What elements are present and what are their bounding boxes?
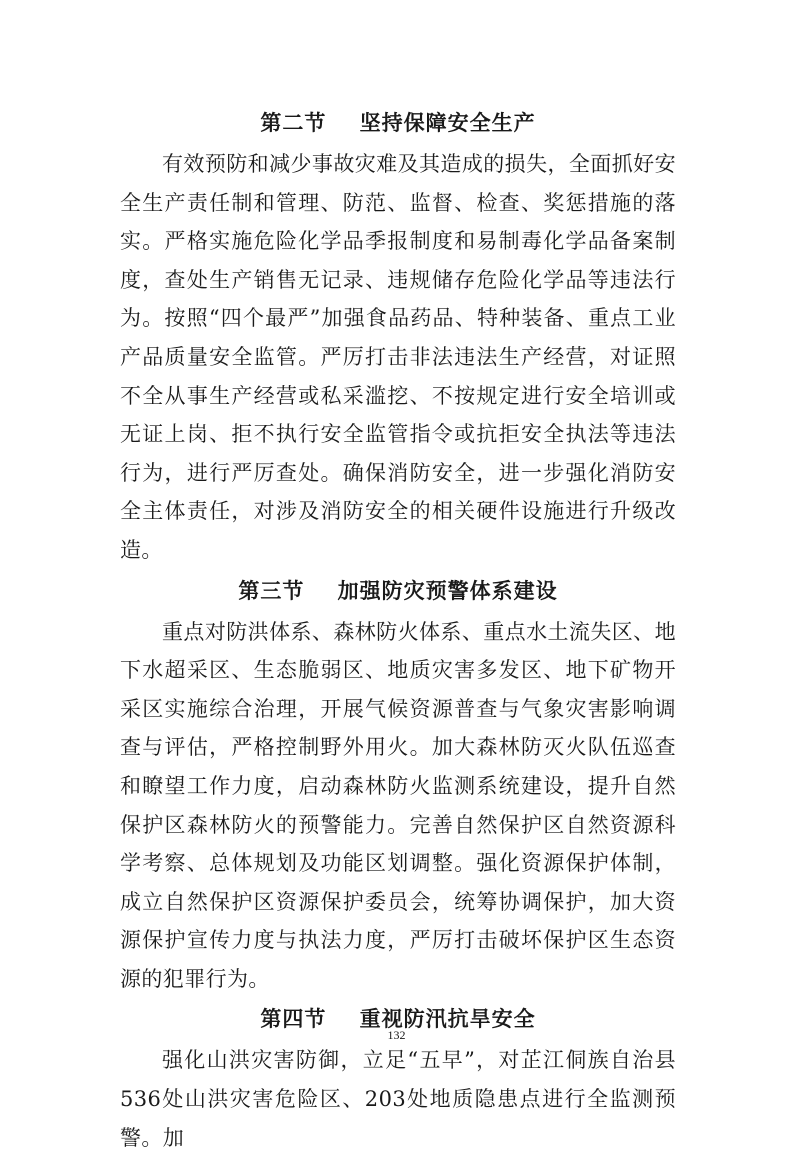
- section-heading-2: 第二节 坚持保障安全生产: [260, 111, 536, 135]
- section-paragraph-2: 有效预防和减少事故灾难及其造成的损失，全面抓好安全生产责任制和管理、防范、监督、检查、奖惩措施的落实。严格实施危险化学品季报制度和易制毒化学品备案制度，查处生产销售无记录、违规储存危险化学品等违法行为。按照“四个最严”加强食品药品、特种装备、重点工业产品质量安全监管。严厉打击非法违法生产经营，对证照不全从事生产经营或私采滥挖、不按规定进行安全培训或无证上岗、拒不执行安全监管指令或抗拒安全执法等违法行为，进行严厉查处。确保消防安全，进一步强化消防安全主体责任，对涉及消防安全的相关硬件设施进行升级改造。: [120, 152, 676, 562]
- section-heading-3: 第三节 加强防灾预警体系建设: [238, 578, 558, 603]
- section-heading-4: 第四节 重视防汛抗旱安全: [260, 1007, 536, 1032]
- section-paragraph-3: 重点对防洪体系、森林防火体系、重点水土流失区、地下水超采区、生态脆弱区、地质灾害多发区、地下矿物开采区实施综合治理，开展气候资源普查与气象灾害影响调查与评估，严格控制野外用火。加大森林防灭火队伍巡查和瞭望工作力度，启动森林防火监测系统建设，提升自然保护区森林防火的预警能力。完善自然保护区自然资源科学考察、总体规划及功能区划调整。强化资源保护体制，成立自然保护区资源保护委员会，统筹协调保护，加大资源保护宣传力度与执法力度，严厉打击破坏保护区生态资源的犯罪行为。: [120, 619, 676, 991]
- document-page: [120, 102, 676, 1157]
- section-paragraph-4: 强化山洪灾害防御，立足“五早”，对芷江侗族自治县536处山洪灾害危险区、203处地质隐患点进行全监测预警。加: [120, 1048, 676, 1150]
- page-number: 132: [387, 1028, 406, 1042]
